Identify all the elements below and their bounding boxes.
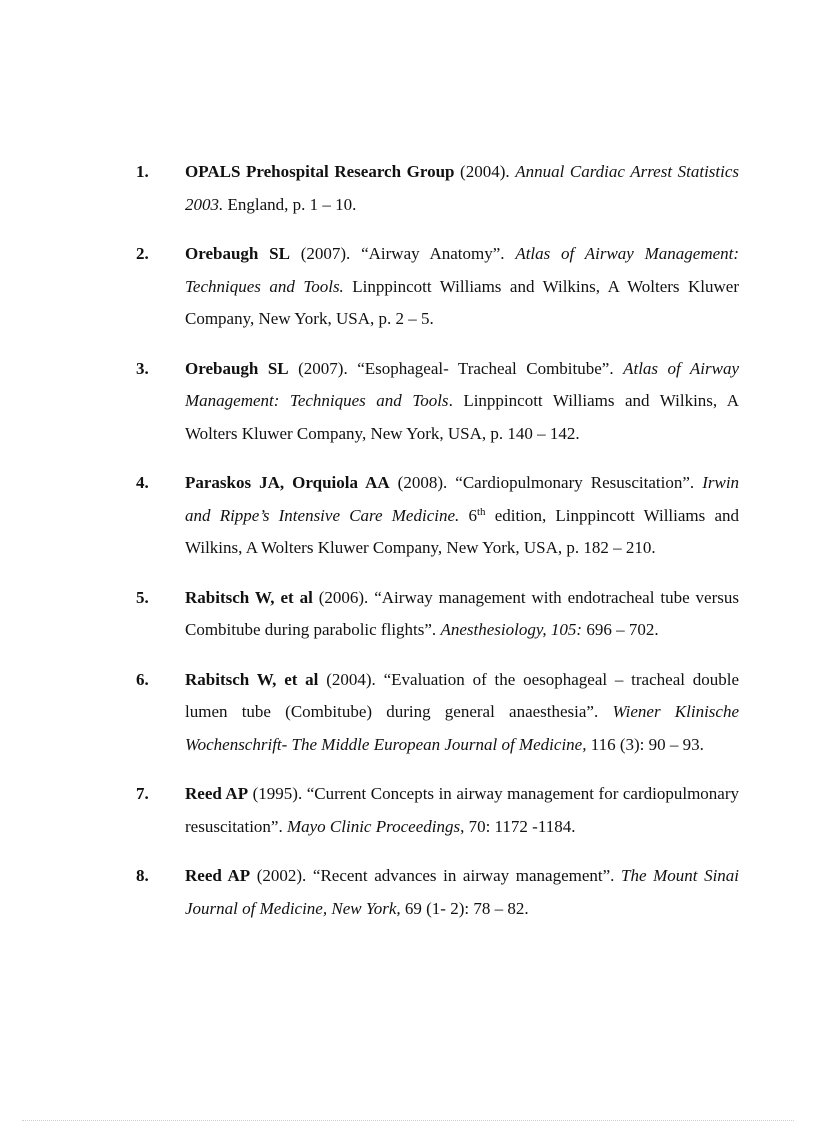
reference-number: 2. <box>136 244 149 263</box>
reference-author: Reed AP <box>185 784 249 803</box>
reference-author: Orebaugh SL <box>185 244 290 263</box>
reference-details: , 70: 1172 -1184. <box>460 816 576 836</box>
reference-journal: Annual Cardiac Arrest Statistics 2003. <box>185 162 740 214</box>
reference-number: 4. <box>136 473 149 492</box>
reference-number: 5. <box>136 587 149 607</box>
reference-item-2 <box>136 238 739 336</box>
reference-item-7 <box>136 778 739 843</box>
reference-journal: Irwin and Rippe’s Intensive Care Medicine. <box>185 473 740 525</box>
reference-year: (2004). <box>326 669 376 689</box>
reference-title: “Recent advances in airway management”. <box>312 866 615 885</box>
reference-details: edition, Linppincott Williams and Wilkins, A Wolters Kluwer Company, New York, USA, p. 182 – 210. <box>185 505 739 557</box>
reference-author: Orebaugh SL <box>185 358 289 378</box>
reference-title: “Airway Anatomy”. <box>361 244 505 263</box>
reference-author: Paraskos JA, Orquiola AA <box>185 473 390 492</box>
reference-author: Rabitsch W, et al <box>185 587 313 607</box>
reference-item-5 <box>136 582 739 647</box>
reference-number: 7. <box>136 784 149 803</box>
reference-year: (2008). <box>397 473 448 492</box>
reference-title: “Current Concepts in airway management for cardiopulmonary resuscitation”. <box>185 784 740 836</box>
reference-item-4 <box>136 467 739 565</box>
reference-year: (2004). <box>460 162 510 181</box>
reference-edition: 6 <box>468 505 477 525</box>
reference-edition-suffix: th <box>476 505 486 518</box>
reference-journal: The Mount Sinai Journal of Medicine, New York, <box>185 866 740 918</box>
reference-year: (2007). <box>298 358 348 378</box>
reference-title: “Esophageal- Tracheal Combitube”. <box>357 358 614 378</box>
reference-journal: Mayo Clinic Proceedings <box>286 816 461 836</box>
reference-details: 116 (3): 90 – 93. <box>586 734 704 754</box>
reference-details: England, p. 1 – 10. <box>223 194 357 214</box>
reference-details: Linppincott Williams and Wilkins, A Wolters Kluwer Company, New York, USA, p. 2 – 5. <box>185 276 739 328</box>
reference-year: (1995). <box>252 784 303 803</box>
reference-title: “Airway management with endotracheal tube versus Combitube during parabolic flights”. <box>185 587 739 639</box>
reference-details: . Linppincott Williams and Wilkins, A Wolters Kluwer Company, New York, USA, p. 140 – 142. <box>185 391 740 443</box>
reference-number: 8. <box>136 866 149 885</box>
reference-journal: Atlas of Airway Management: Techniques and Tools. <box>185 244 740 296</box>
reference-number: 3. <box>136 358 149 378</box>
reference-author: Rabitsch W, et al <box>185 669 319 689</box>
reference-item-3 <box>136 353 739 451</box>
reference-number: 1. <box>136 162 149 181</box>
reference-details: 69 (1- 2): 78 – 82. <box>400 898 529 918</box>
reference-item-8 <box>136 860 739 925</box>
reference-journal: Atlas of Airway Management: Techniques and Tools <box>185 358 740 410</box>
reference-author: OPALS Prehospital Research Group <box>185 162 455 181</box>
reference-number: 6. <box>136 669 149 689</box>
reference-journal: Anesthesiology, 105: <box>440 620 583 639</box>
reference-title: “Cardiopulmonary Resuscitation”. <box>455 473 695 492</box>
reference-year: (2002). <box>256 866 307 885</box>
reference-list <box>136 139 739 933</box>
reference-details: 696 – 702. <box>582 620 659 639</box>
reference-author: Reed AP <box>185 866 251 885</box>
reference-item-1 <box>136 156 739 221</box>
reference-item-6 <box>136 664 739 762</box>
page-footer-divider <box>22 1120 794 1121</box>
reference-year: (2006). <box>318 587 369 607</box>
reference-year: (2007). <box>300 244 351 263</box>
reference-journal: Wiener Klinische Wochenschrift- The Middle European Journal of Medicine, <box>185 702 740 754</box>
reference-title: “Evaluation of the oesophageal – tracheal double lumen tube (Combitube) during general anaesthesia”. <box>185 669 740 721</box>
